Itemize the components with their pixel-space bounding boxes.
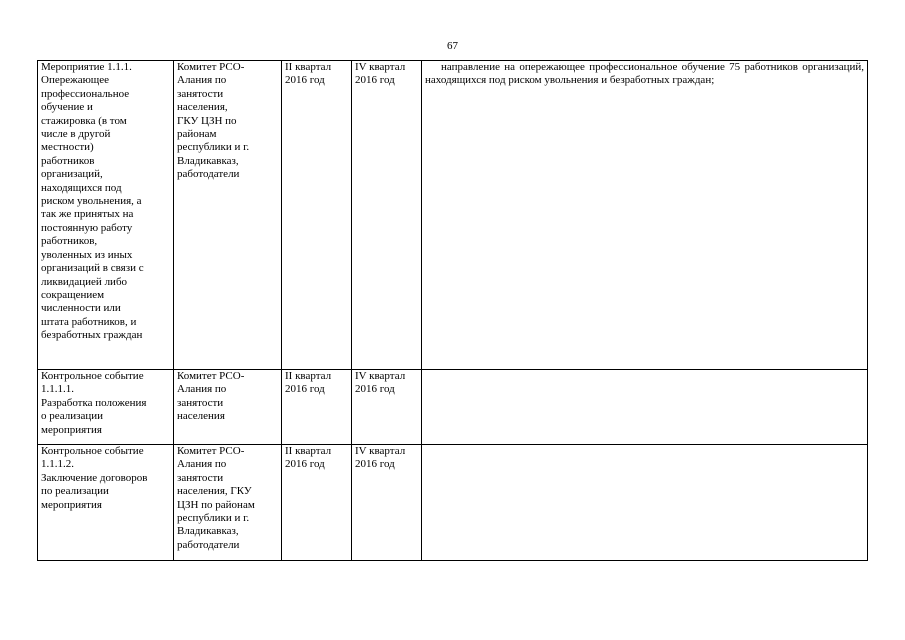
- expected-result-cell: направление на опережающее профессиональное обучение 75 работников организаций, находящихся под риском увольнения и безработных граждан;: [422, 61, 868, 370]
- start-period-cell: II квартал 2016 год: [282, 445, 352, 561]
- executor-cell: Комитет РСО- Алания по занятости населения: [174, 370, 282, 445]
- table-row: [38, 370, 868, 445]
- executor-cell: Комитет РСО- Алания по занятости населения, ГКУ ЦЗН по районам республики и г. Владикавказ, работодатели: [174, 61, 282, 370]
- activity-name-cell: Контрольное событие 1.1.1.1. Разработка положения о реализации мероприятия: [38, 370, 174, 445]
- table-row: [38, 445, 868, 561]
- end-period-cell: IV квартал 2016 год: [352, 370, 422, 445]
- start-period-cell: II квартал 2016 год: [282, 61, 352, 370]
- activity-name-cell: Контрольное событие 1.1.1.2. Заключение договоров по реализации мероприятия: [38, 445, 174, 561]
- table-row: [38, 61, 868, 370]
- activity-name-cell: Мероприятие 1.1.1. Опережающее профессиональное обучение и стажировка (в том числе в другой местности) работников организаций, находящихся под риском увольнения, а так же принятых на постоянную работу работников, уволенных из иных организаций в связи с ликвидацией либо сокращением численности или штата работников, и безработных граждан: [38, 61, 174, 370]
- end-period-cell: IV квартал 2016 год: [352, 445, 422, 561]
- expected-result-cell: [422, 445, 868, 561]
- end-period-cell: IV квартал 2016 год: [352, 61, 422, 370]
- expected-result-cell: [422, 370, 868, 445]
- executor-cell: Комитет РСО- Алания по занятости населения, ГКУ ЦЗН по районам республики и г. Владикавказ, работодатели: [174, 445, 282, 561]
- start-period-cell: II квартал 2016 год: [282, 370, 352, 445]
- page-number: 67: [447, 40, 458, 52]
- activity-table: [37, 60, 868, 561]
